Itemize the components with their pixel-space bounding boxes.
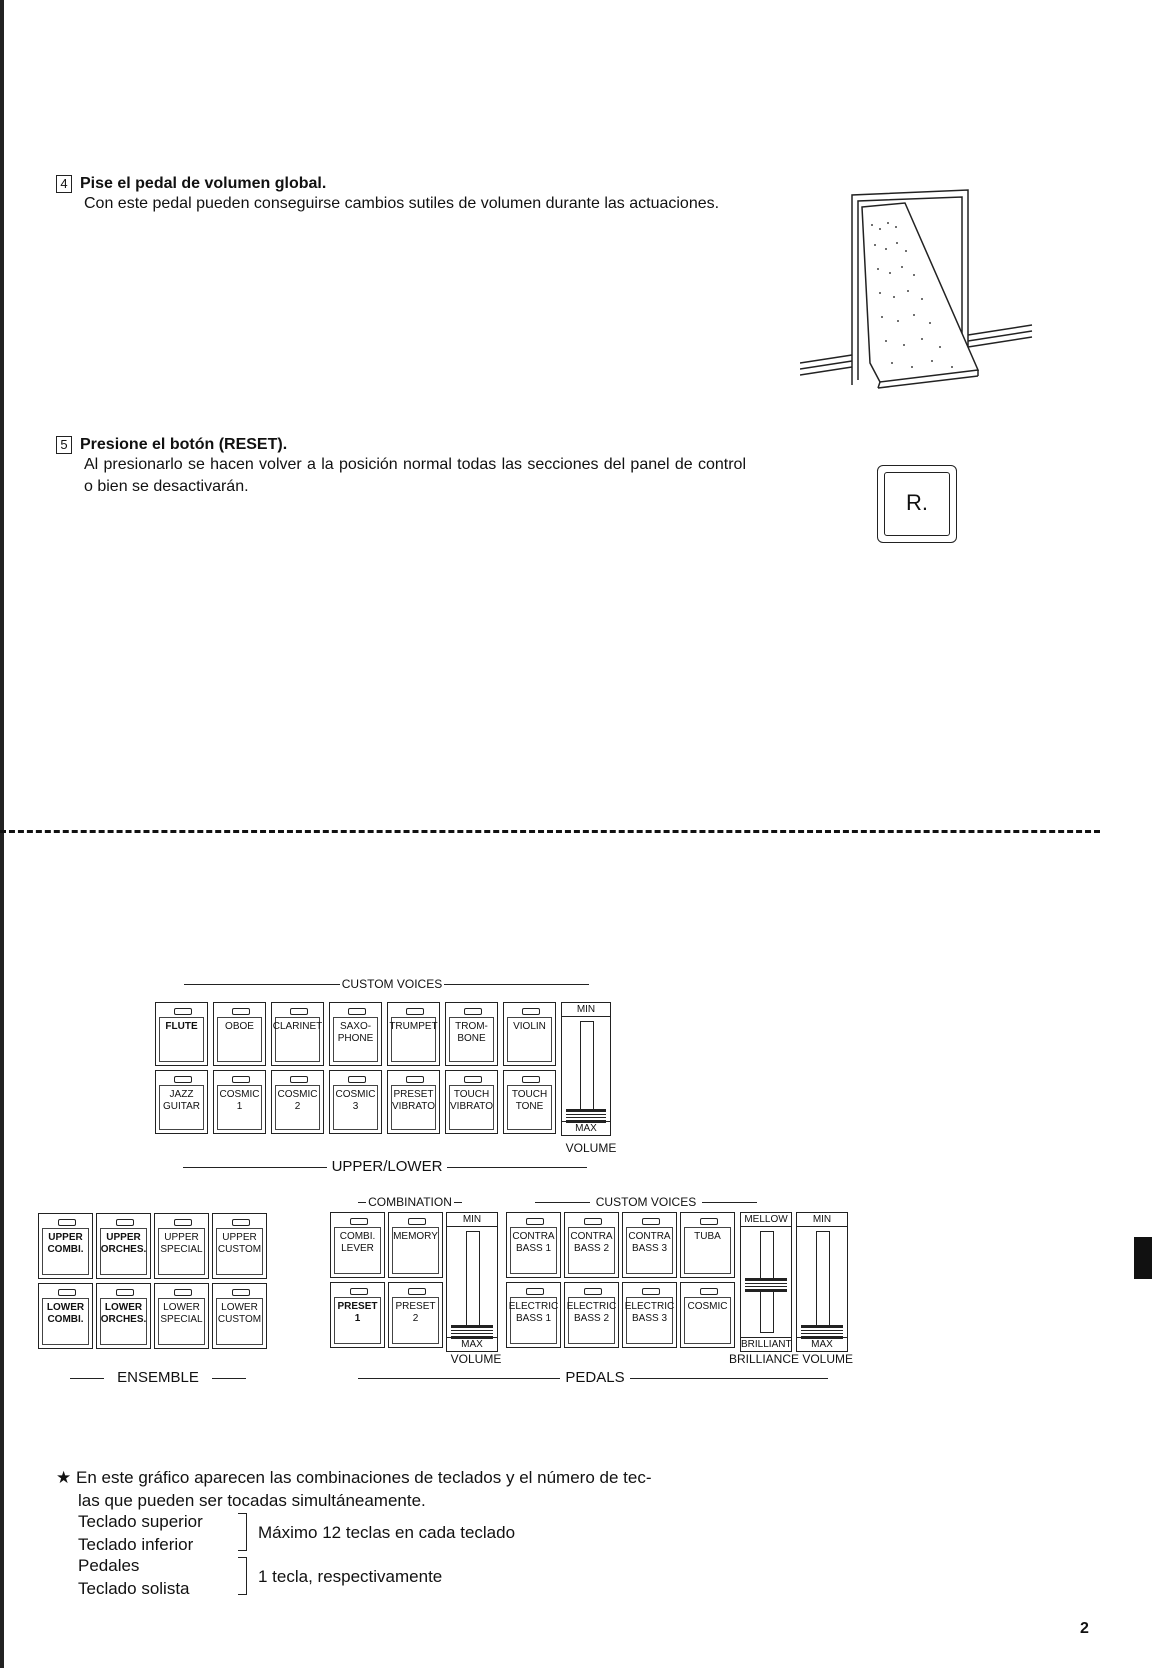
voice-tab-button[interactable] xyxy=(680,1212,735,1278)
keyboard-name: Pedales xyxy=(78,1556,140,1575)
voice-tab-button[interactable] xyxy=(330,1212,385,1278)
button-label: PRESET 1 xyxy=(337,1301,378,1324)
group-1-value: Máximo 12 teclas en cada teclado xyxy=(258,1523,516,1542)
voice-tab-button[interactable] xyxy=(271,1070,324,1134)
voice-tab-button[interactable] xyxy=(329,1002,382,1066)
button-label: COSMIC xyxy=(687,1301,728,1312)
brilliance-volume-label: BRILLIANCE VOLUME xyxy=(728,1352,854,1366)
indicator-lamp-icon xyxy=(116,1219,134,1226)
button-label: SAXO- PHONE xyxy=(337,1021,374,1044)
indicator-lamp-icon xyxy=(348,1008,366,1015)
upper-lower-panel xyxy=(155,1002,619,1136)
button-label: JAZZ GUITAR xyxy=(162,1089,201,1112)
reset-button[interactable] xyxy=(877,465,957,543)
voice-tab-button[interactable] xyxy=(445,1002,498,1066)
indicator-lamp-icon xyxy=(642,1218,660,1225)
brilliance-volume-slider[interactable] xyxy=(796,1212,848,1352)
note-line-2: las que pueden ser tocadas simultáneamente. xyxy=(78,1491,426,1510)
note-line-1: En este gráfico aparecen las combinaciones de teclados y el número de tec- xyxy=(75,1468,652,1487)
slider-knob[interactable] xyxy=(451,1325,493,1339)
indicator-lamp-icon xyxy=(232,1076,250,1083)
voice-tab-button[interactable] xyxy=(564,1282,619,1348)
voice-tab-button[interactable] xyxy=(388,1212,443,1278)
voice-tab-button[interactable] xyxy=(96,1213,151,1279)
voice-tab-button[interactable] xyxy=(213,1002,266,1066)
slider-bottom-label: MAX xyxy=(797,1337,847,1351)
button-label: ELECTRIC BASS 3 xyxy=(624,1301,675,1324)
brilliance-slider[interactable] xyxy=(740,1212,792,1352)
button-label: LOWER SPECIAL xyxy=(160,1302,203,1325)
button-label: LOWER CUSTOM xyxy=(217,1302,262,1325)
slider-top-label: MIN xyxy=(447,1213,497,1227)
button-label: ELECTRIC BASS 1 xyxy=(508,1301,559,1324)
voice-tab-button[interactable] xyxy=(213,1070,266,1134)
voice-tab-button[interactable] xyxy=(155,1070,208,1134)
indicator-lamp-icon xyxy=(232,1008,250,1015)
button-label: UPPER CUSTOM xyxy=(217,1232,262,1255)
voice-tab-button[interactable] xyxy=(680,1282,735,1348)
slider-top-label: MIN xyxy=(797,1213,847,1227)
reset-label: R. xyxy=(906,490,928,515)
indicator-lamp-icon xyxy=(232,1219,250,1226)
indicator-lamp-icon xyxy=(350,1288,368,1295)
voice-tab-button[interactable] xyxy=(564,1212,619,1278)
slider-track xyxy=(816,1231,830,1333)
star-icon: ★ xyxy=(56,1468,72,1487)
indicator-lamp-icon xyxy=(522,1008,540,1015)
button-label: COSMIC 2 xyxy=(277,1089,318,1112)
slider-top-label: MIN xyxy=(562,1003,610,1017)
bracket-1 xyxy=(238,1513,247,1551)
voice-tab-button[interactable] xyxy=(387,1070,440,1134)
step-4 xyxy=(56,175,746,215)
indicator-lamp-icon xyxy=(526,1218,544,1225)
button-label: CONTRA BASS 3 xyxy=(628,1231,671,1254)
custom-voices-header: CUSTOM VOICES xyxy=(341,977,443,991)
upper-lower-footer: UPPER/LOWER xyxy=(327,1158,447,1175)
upper-lower-volume-slider[interactable] xyxy=(561,1002,611,1136)
indicator-lamp-icon xyxy=(174,1289,192,1296)
margin-tab xyxy=(1134,1237,1152,1279)
indicator-lamp-icon xyxy=(526,1288,544,1295)
indicator-lamp-icon xyxy=(174,1076,192,1083)
ensemble-panel xyxy=(38,1213,272,1351)
indicator-lamp-icon xyxy=(584,1288,602,1295)
button-label: COSMIC 3 xyxy=(335,1089,376,1112)
pedal-custom-voices-header: CUSTOM VOICES xyxy=(590,1195,702,1209)
step-body: Con este pedal pueden conseguirse cambios sutiles de volumen durante las actuaciones. xyxy=(84,195,720,213)
button-label: MEMORY xyxy=(393,1231,438,1242)
slider-knob[interactable] xyxy=(566,1109,606,1123)
voice-tab-button[interactable] xyxy=(212,1213,267,1279)
voice-tab-button[interactable] xyxy=(388,1282,443,1348)
voice-tab-button[interactable] xyxy=(506,1212,561,1278)
pedals-panel xyxy=(330,1212,854,1354)
voice-tab-button[interactable] xyxy=(506,1282,561,1348)
indicator-lamp-icon xyxy=(348,1076,366,1083)
slider-top-label: MELLOW xyxy=(741,1213,791,1227)
indicator-lamp-icon xyxy=(232,1289,250,1296)
voice-tab-button[interactable] xyxy=(330,1282,385,1348)
indicator-lamp-icon xyxy=(406,1076,424,1083)
button-label: PRESET 2 xyxy=(395,1301,436,1324)
indicator-lamp-icon xyxy=(464,1008,482,1015)
pedals-footer: PEDALS xyxy=(560,1369,630,1386)
indicator-lamp-icon xyxy=(584,1218,602,1225)
combination-header: COMBINATION xyxy=(366,1195,454,1209)
cut-line xyxy=(0,830,1100,833)
slider-knob[interactable] xyxy=(801,1325,843,1339)
voice-tab-button[interactable] xyxy=(503,1002,556,1066)
indicator-lamp-icon xyxy=(464,1076,482,1083)
group-2-value: 1 tecla, respectivamente xyxy=(258,1567,443,1586)
indicator-lamp-icon xyxy=(700,1288,718,1295)
voice-tab-button[interactable] xyxy=(503,1070,556,1134)
keyboard-name: Teclado inferior xyxy=(78,1535,194,1554)
voice-tab-button[interactable] xyxy=(329,1070,382,1134)
indicator-lamp-icon xyxy=(408,1288,426,1295)
volume-pedal-illustration xyxy=(800,185,1035,395)
button-label: COMBI. LEVER xyxy=(339,1231,376,1254)
slider-bottom-label: BRILLIANT xyxy=(741,1339,792,1350)
button-label: FLUTE xyxy=(165,1021,198,1032)
slider-track xyxy=(466,1231,480,1333)
indicator-lamp-icon xyxy=(116,1289,134,1296)
indicator-lamp-icon xyxy=(58,1289,76,1296)
button-label: TUBA xyxy=(694,1231,721,1242)
indicator-lamp-icon xyxy=(290,1008,308,1015)
indicator-lamp-icon xyxy=(174,1219,192,1226)
button-label: CONTRA BASS 2 xyxy=(570,1231,613,1254)
bracket-2 xyxy=(238,1557,247,1595)
binding-edge xyxy=(0,0,4,1668)
voice-tab-button[interactable] xyxy=(155,1002,208,1066)
keyboard-name: Teclado solista xyxy=(78,1579,190,1598)
pedal-volume-label: VOLUME xyxy=(450,1352,502,1366)
indicator-lamp-icon xyxy=(58,1219,76,1226)
step-number: 5 xyxy=(56,436,72,454)
voice-tab-button[interactable] xyxy=(212,1283,267,1349)
indicator-lamp-icon xyxy=(406,1008,424,1015)
button-label: VIOLIN xyxy=(513,1021,546,1032)
voice-tab-button[interactable] xyxy=(387,1002,440,1066)
slider-bottom-label: MAX xyxy=(447,1337,497,1351)
button-label: TROM- BONE xyxy=(455,1021,488,1044)
voice-tab-button[interactable] xyxy=(622,1282,677,1348)
step-body: Al presionarlo se hacen volver a la posición normal todas las secciones del panel de control o bien se desactivarán. xyxy=(84,456,746,496)
button-label: TOUCH VIBRATO xyxy=(450,1089,493,1112)
keyboard-name: Teclado superior xyxy=(78,1512,203,1531)
indicator-lamp-icon xyxy=(408,1218,426,1225)
step-5 xyxy=(56,436,746,498)
indicator-lamp-icon xyxy=(642,1288,660,1295)
step-title: Pise el pedal de volumen global. xyxy=(80,175,327,193)
keyboard-group-2 xyxy=(78,1554,190,1600)
button-label: TOUCH TONE xyxy=(511,1089,548,1112)
button-label: CLARINET xyxy=(272,1021,323,1032)
voice-tab-button[interactable] xyxy=(38,1283,93,1349)
button-label: UPPER COMBI. xyxy=(47,1232,84,1255)
button-label: CONTRA BASS 1 xyxy=(512,1231,555,1254)
footnote xyxy=(56,1466,756,1512)
slider-track xyxy=(580,1021,594,1117)
indicator-lamp-icon xyxy=(522,1076,540,1083)
voice-tab-button[interactable] xyxy=(445,1070,498,1134)
voice-tab-button[interactable] xyxy=(38,1213,93,1279)
ensemble-footer: ENSEMBLE xyxy=(104,1369,212,1386)
button-label: COSMIC 1 xyxy=(219,1089,260,1112)
button-label: UPPER ORCHES. xyxy=(100,1232,147,1255)
indicator-lamp-icon xyxy=(290,1076,308,1083)
step-title: Presione el botón (RESET). xyxy=(80,436,288,454)
button-label: OBOE xyxy=(225,1021,254,1032)
indicator-lamp-icon xyxy=(700,1218,718,1225)
slider-bottom-label: MAX xyxy=(562,1121,610,1135)
voice-tab-button[interactable] xyxy=(154,1283,209,1349)
step-number: 4 xyxy=(56,175,72,193)
button-label: PRESET VIBRATO xyxy=(392,1089,435,1112)
button-label: ELECTRIC BASS 2 xyxy=(566,1301,617,1324)
voice-tab-button[interactable] xyxy=(271,1002,324,1066)
button-label: LOWER COMBI. xyxy=(46,1302,85,1325)
button-label: LOWER ORCHES. xyxy=(100,1302,147,1325)
voice-tab-button[interactable] xyxy=(622,1212,677,1278)
upper-lower-volume-label: VOLUME xyxy=(565,1141,617,1155)
slider-knob[interactable] xyxy=(745,1278,787,1292)
button-label: UPPER SPECIAL xyxy=(160,1232,203,1255)
voice-tab-button[interactable] xyxy=(154,1213,209,1279)
indicator-lamp-icon xyxy=(350,1218,368,1225)
pedal-volume-slider[interactable] xyxy=(446,1212,498,1352)
keyboard-group-1 xyxy=(78,1510,203,1556)
page-number: 2 xyxy=(1080,1620,1089,1637)
voice-tab-button[interactable] xyxy=(96,1283,151,1349)
indicator-lamp-icon xyxy=(174,1008,192,1015)
button-label: TRUMPET xyxy=(389,1021,438,1032)
